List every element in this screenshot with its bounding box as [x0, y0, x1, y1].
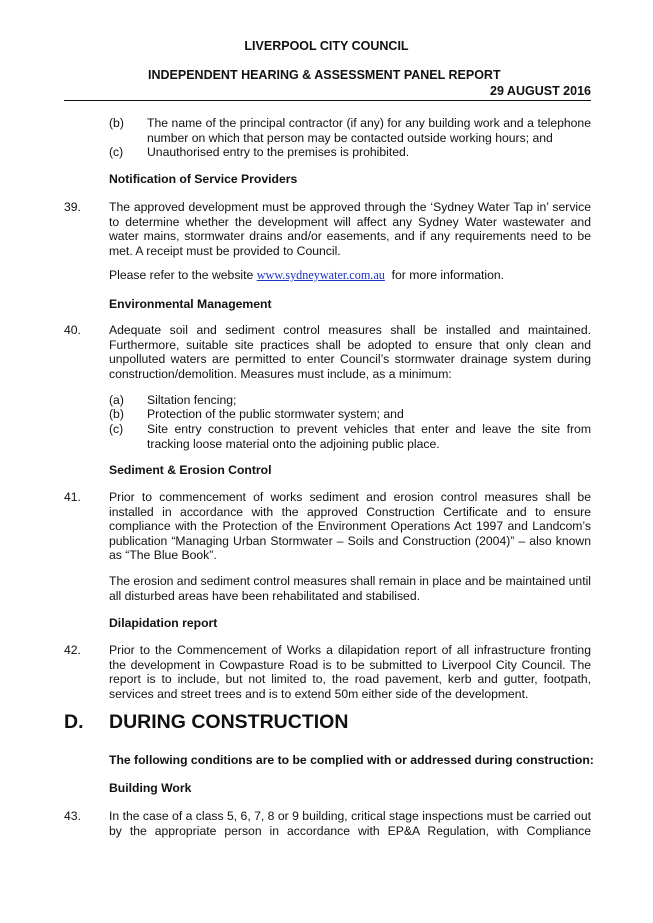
condition-text: Adequate soil and sediment control measures shall be installed and maintained. Furthermore, suitable site practices shall be adopted to ensure that only clean and unpolluted waters are permitted to enter Council’s stormwater drainage system during construction/demolition. Measures must include, as a minimum: [109, 323, 591, 381]
item-text: Site entry construction to prevent vehicles that enter and leave the site from tracking loose material onto the adjoining public place. [147, 422, 591, 451]
condition-text: Prior to the Commencement of Works a dilapidation report of all infrastructure fronting the development in Cowpasture Road is to be submitted to Liverpool City Council. The report is to include, but not limited to, the road pavement, kerb and gutter, footpath, services and street trees and is to extend 50m either side of the development. [109, 643, 591, 701]
condition-number: 42. [64, 643, 81, 657]
condition-text: Prior to commencement of works sediment and erosion control measures shall be installed in accordance with the approved Construction Certificate and to ensure compliance with the Protection of the Environment Operations Act 1997 and Landcom’s publication “Managing Urban Stormwater – Soils and Construction (2004)” – also known as “The Blue Book”. [109, 490, 591, 562]
section-heading: Sediment & Erosion Control [109, 463, 272, 477]
header-rule [64, 100, 591, 101]
report-title: INDEPENDENT HEARING & ASSESSMENT PANEL REPORT [148, 68, 501, 82]
item-label: (b) [109, 407, 124, 421]
sydney-water-link[interactable]: www.sydneywater.com.au [256, 268, 385, 282]
condition-number: 40. [64, 323, 81, 337]
item-text: The name of the principal contractor (if any) for any building work and a telephone number on which that person may be contacted outside working hours; and [147, 116, 591, 145]
section-letter: D. [64, 711, 84, 733]
section-heading: Notification of Service Providers [109, 172, 298, 186]
condition-number: 39. [64, 200, 81, 214]
condition-text: The approved development must be approved through the ‘Sydney Water Tap in’ service to determine whether the development will affect any Sydney Water wastewater and water mains, stormwater drains and/or easements, and if any requirements need to be met. A receipt must be provided to Council. [109, 200, 591, 258]
item-label: (c) [109, 422, 124, 436]
condition-text-continued: The erosion and sediment control measures shall remain in place and be maintained until all disturbed areas have been rehabilitated and stabilised. [109, 574, 591, 603]
report-date: 29 AUGUST 2016 [490, 84, 591, 98]
website-reference [109, 268, 591, 283]
condition-number: 43. [64, 809, 81, 823]
item-label: (c) [109, 145, 124, 159]
item-text: Siltation fencing; [147, 393, 237, 407]
item-label: (b) [109, 116, 124, 130]
item-text: Protection of the public stormwater system; and [147, 407, 404, 421]
section-title: DURING CONSTRUCTION [109, 711, 349, 733]
condition-number: 41. [64, 490, 81, 504]
refer-text-after: for more information. [384, 268, 505, 282]
item-label: (a) [109, 393, 124, 407]
section-intro: The following conditions are to be complied with or addressed during construction: [109, 753, 594, 767]
section-heading: Building Work [109, 781, 192, 795]
item-text: Unauthorised entry to the premises is prohibited. [147, 145, 410, 159]
section-heading: Dilapidation report [109, 616, 218, 630]
council-name: LIVERPOOL CITY COUNCIL [244, 39, 409, 53]
condition-text: In the case of a class 5, 6, 7, 8 or 9 building, critical stage inspections must be carried out by the appropriate person in accordance with EP&A Regulation, with Compliance [109, 809, 591, 838]
refer-text: Please refer to the website [109, 268, 257, 282]
section-heading: Environmental Management [109, 297, 272, 311]
